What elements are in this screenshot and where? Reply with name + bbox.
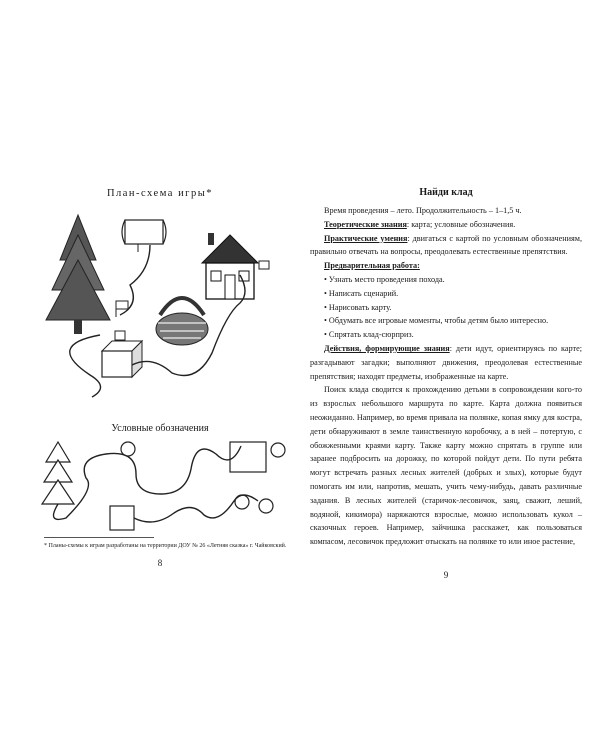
prep-item: • Узнать место проведения похода. — [324, 274, 445, 284]
prep-heading — [310, 259, 582, 273]
actions-paragraph — [310, 342, 582, 383]
theory-label: Теоретические знания — [324, 219, 407, 229]
page-number-right: 9 — [443, 570, 449, 580]
prep-item: • Написать сценарий. — [324, 288, 399, 298]
footnote-rule — [44, 537, 154, 538]
legend-title: Условные обозначения — [111, 423, 209, 434]
right-page — [310, 175, 582, 580]
plan-scheme-drawing — [30, 205, 290, 415]
box-icon — [102, 331, 142, 377]
left-page — [30, 170, 290, 590]
duration-text: Время проведения – лето. Продолжительность – 1–1,5 ч. — [324, 206, 522, 215]
triangle-stack-icon — [42, 442, 74, 504]
house-icon — [202, 233, 258, 299]
prep-item: • Нарисовать карту. — [324, 302, 392, 312]
sign-icon — [259, 261, 269, 269]
prep-item: • Спрятать клад-сюрприз. — [324, 330, 414, 340]
page-number-left: 8 — [157, 558, 163, 568]
square-icon — [110, 506, 134, 530]
plan-title: План-схема игры* — [106, 188, 214, 199]
prep-label: Предварительная работа: — [324, 261, 420, 271]
square-icon — [230, 442, 266, 472]
route-line — [54, 446, 259, 522]
footnote: * Планы-схемы к играм разработаны на территории ДОУ № 26 «Летняя сказка» г. Чайковский. — [44, 543, 287, 549]
prep-item: • Обдумать все игровые моменты, чтобы детям было интересно. — [324, 316, 549, 326]
circle-icon — [259, 499, 273, 513]
page-title: Найди клад — [419, 187, 473, 198]
circle-icon — [271, 443, 285, 457]
actions-text: : дети идут, ориентируясь по карте; разгадывают загадки; выполняют движения, преодолевая естественные препятствия; находят предметы, изображенные на карте. — [310, 343, 582, 381]
legend-drawing — [30, 440, 290, 535]
theory-text: : карта; условные обозначения. — [406, 219, 516, 229]
practice-label: Практические умения — [324, 233, 408, 243]
theory-paragraph — [310, 218, 582, 232]
basket-icon — [156, 298, 208, 345]
scroll-icon — [122, 220, 166, 252]
actions-label: Действия, формирующие знания — [324, 343, 450, 353]
main-paragraph: Поиск клада сводится к прохождению детьми в сопровождении кого-то из взрослых небольшого маршрута по карте. Карта должна появиться неожиданно. Например, во время привала на полянке, копая ямку для костра, дети обнаруживают в земле таинственную коробочку, а в ней – потертую, с обожженными краями карту. Также карту можно спрятать в группе или заранее подбросить на дорожку, по которой пойдут дети. По пути ребята могут встречать разных лесных жителей (добрых и злых), которые будут помогать им или, напротив, мешать, учить чему-нибудь, давать различные задания. В лесных жителей (старичок-лесовичок, заяц, сважит, леший, водяной, кикимора) наряжаются взрослые, можно использовать кукол – сказочных героев. Например, зайчишка расскажет, как пользоваться компасом, лесовичок предложит отыскать на полянке то или иное растение, — [310, 385, 582, 547]
practice-paragraph — [310, 232, 582, 260]
fir-tree-icon — [46, 215, 110, 334]
practice-text: : двигаться с картой по условным обозначениям, правильно отвечать на вопросы, преодолевать естественные препятствия. — [310, 233, 582, 257]
